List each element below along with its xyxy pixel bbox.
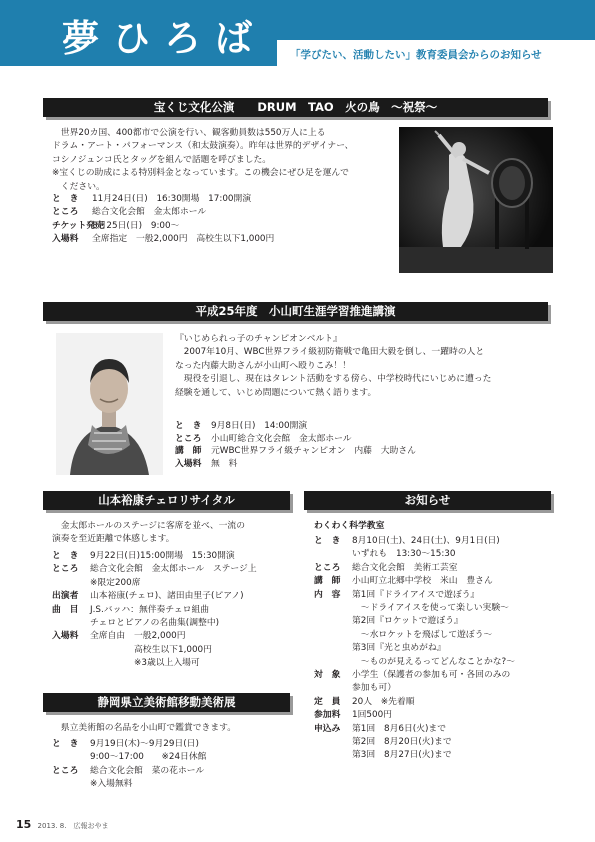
detail-label: 内 容 [314,589,341,600]
detail-row [52,657,200,670]
detail-value: 小山町立北郷中学校 米山 豊さん [352,576,493,587]
detail-value: ※3歳以上入場可 [90,658,200,669]
detail-row [314,669,510,682]
detail-value: ～ドライアイスを使って楽しい実験～ [352,603,509,613]
detail-row [52,630,186,643]
detail-value: いずれも 13:30～15:30 [352,549,456,560]
detail-label: 講 師 [175,446,202,457]
header-subtitle: 「学びたい、活動したい」教育委員会からのお知らせ [277,40,595,66]
detail-row [314,736,452,749]
detail-label: ところ [52,765,79,776]
detail-value: 第1回『ドライアイスで遊ぼう』 [352,589,480,600]
section-heading-notice: お知らせ [304,491,551,510]
detail-row [52,644,212,657]
section-heading-lecture: 平成25年度 小山町生涯学習推進講演 [43,302,548,321]
detail-row [52,220,179,233]
detail-label: 対 象 [314,670,341,680]
detail-label: ところ [175,433,202,444]
detail-row [314,709,392,722]
detail-value: チェロとピアノの名曲集(調整中) [90,618,220,628]
section-heading-drum-tao: 宝くじ文化公演 DRUM TAO 火の鳥 ～祝祭～ [43,98,548,117]
footer-text: 2013. 8. 広報おやま [37,822,109,830]
detail-value: ※限定200席 [90,577,141,588]
detail-row [52,577,141,590]
detail-value: 第2回 8月20日(火)まで [352,737,452,747]
detail-label: 参加料 [314,710,341,721]
detail-label: ところ [52,564,79,575]
s2-body: 『いじめられっ子のチャンピオンベルト』 2007年10月、WBC世界フライ級初防衛戦で亀田大毅を倒し、一躍時の人と なった内藤大助さんが小山町へ殴りこみ！！ 現役を引退し、現在はタレント活動をする傍ら、中学校時代にいじめに遭った 経験を通して、いじめ問題について熱く語ります。 [175,333,560,400]
detail-row [314,629,492,642]
page-footer [16,818,109,831]
detail-row [314,749,452,762]
detail-value: 小学生（保護者の参加も可・各回のみの [352,670,511,680]
detail-label: と き [52,551,79,561]
speaker-portrait-photo [56,333,163,475]
detail-value: 小山町総合文化会館 金太郎ホール [211,433,352,444]
detail-label: と き [52,739,79,749]
drum-performance-photo [399,127,553,273]
detail-label: 曲 目 [52,604,79,615]
detail-row [314,589,479,602]
detail-row [314,682,396,695]
detail-row [175,458,237,471]
detail-row [52,590,244,603]
detail-value: 全席指定 一般2,000円 高校生以下1,000円 [92,234,275,245]
detail-row [52,233,274,246]
detail-value: 20人 ※先着順 [352,696,415,707]
detail-row [52,604,209,617]
detail-value: 第3回 8月27日(火)まで [352,750,452,761]
detail-row [52,751,206,764]
detail-label: 入場料 [52,631,79,642]
detail-row [52,765,204,778]
section-heading-cello: 山本裕康チェロリサイタル [43,491,290,510]
detail-row [52,617,219,630]
detail-row [175,433,352,446]
lecture-title: 『いじめられっ子のチャンピオンベルト』 [175,334,342,344]
page-header [0,0,595,66]
detail-value: 山本裕康(チェロ)、諸田由里子(ピアノ) [90,591,244,602]
detail-row [52,778,133,791]
detail-row [52,206,206,219]
detail-value: 8月25日(日) 9:00～ [92,220,180,231]
detail-label: 定 員 [314,696,341,707]
detail-value: 総合文化会館 菜の花ホール [90,765,205,776]
detail-row [175,445,416,458]
detail-value: 無 料 [211,458,238,469]
detail-label: 出演者 [52,591,79,602]
detail-row [52,738,199,751]
detail-value: 総合文化会館 金太郎ホール ステージ上 [90,564,257,575]
detail-value: 元WBC世界フライ級チャンピオン 内藤 大助さん [211,446,416,457]
section-heading-art: 静岡県立美術館移動美術展 [43,693,290,712]
s4-body: 県立美術館の名品を小山町で鑑賞できます。 [52,723,237,733]
detail-row [314,602,509,615]
detail-value: 総合文化会館 金太郎ホール [92,207,207,218]
detail-label: と き [175,421,202,431]
detail-label: ところ [314,562,341,573]
detail-row [314,562,458,575]
detail-row [52,563,257,576]
detail-value: ～水ロケットを飛ばして遊ぼう～ [352,629,493,640]
detail-row [314,575,493,588]
detail-row [314,656,515,669]
detail-row [314,535,500,548]
detail-value: 総合文化会館 美術工芸室 [352,562,458,573]
science-class-title: わくわく科学教室 [314,521,385,531]
detail-value: 全席自由 一般2,000円 [90,631,186,642]
header-title: 夢ひろば [62,17,266,60]
detail-value: 9月22日(日)15:00開場 15:30開演 [90,551,235,561]
s1-body: 世界20カ国、400都市で公演を行い、観客動員数は550万人に上る ドラム・アート・パフォーマンス（和太鼓演奏）。昨年は世界的デザイナー、 コシノジュンコ氏とタッグを組んで話題を呼びました。 ※宝くじの助成による特別料金となっています。この機会にぜひ足を運んで ください。 [52,128,354,192]
detail-row [314,548,455,561]
detail-value: 1回500円 [352,710,392,721]
detail-row [52,193,251,206]
detail-label: と き [52,194,79,204]
detail-value: 9月19日(木)～9月29日(日) [90,739,199,749]
detail-value: ～ものが見えるってどんなことかな?～ [352,656,516,667]
detail-label: 入場料 [175,458,202,469]
detail-value: J.S.バッハ：無伴奏チェロ組曲 [90,604,210,615]
detail-value: 9:00～17:00 ※24日休館 [90,752,207,763]
detail-value: 第3回『光と虫めがね』 [352,643,446,654]
detail-label: チケット発売 [52,220,104,231]
detail-value: 11月24日(日) 16:30開場 17:00開演 [92,194,252,204]
detail-row [175,420,307,433]
detail-label: 入場料 [52,234,79,245]
detail-label: ところ [52,207,79,218]
detail-value: 第2回『ロケットで遊ぼう』 [352,616,463,627]
detail-label: 申込み [314,723,341,734]
detail-row [314,615,463,628]
detail-value: ※入場無料 [90,779,133,790]
detail-label: 講 師 [314,576,341,587]
detail-value: 8月10日(土)、24日(土)、9月1日(日) [352,536,500,546]
detail-row [314,696,415,709]
detail-value: 第1回 8月6日(火)まで [352,723,447,734]
detail-row [314,723,446,736]
detail-value: 参加も可） [352,683,396,694]
s3-body: 金太郎ホールのステージに客席を並べ、一流の 演奏を至近距離で体感します。 [52,521,246,545]
detail-label: と き [314,536,341,546]
detail-value: 高校生以下1,000円 [90,644,212,655]
detail-value: 9月8日(日) 14:00開演 [211,421,308,431]
page-number: 15 [16,818,32,831]
detail-row [314,642,446,655]
detail-row [52,550,235,563]
